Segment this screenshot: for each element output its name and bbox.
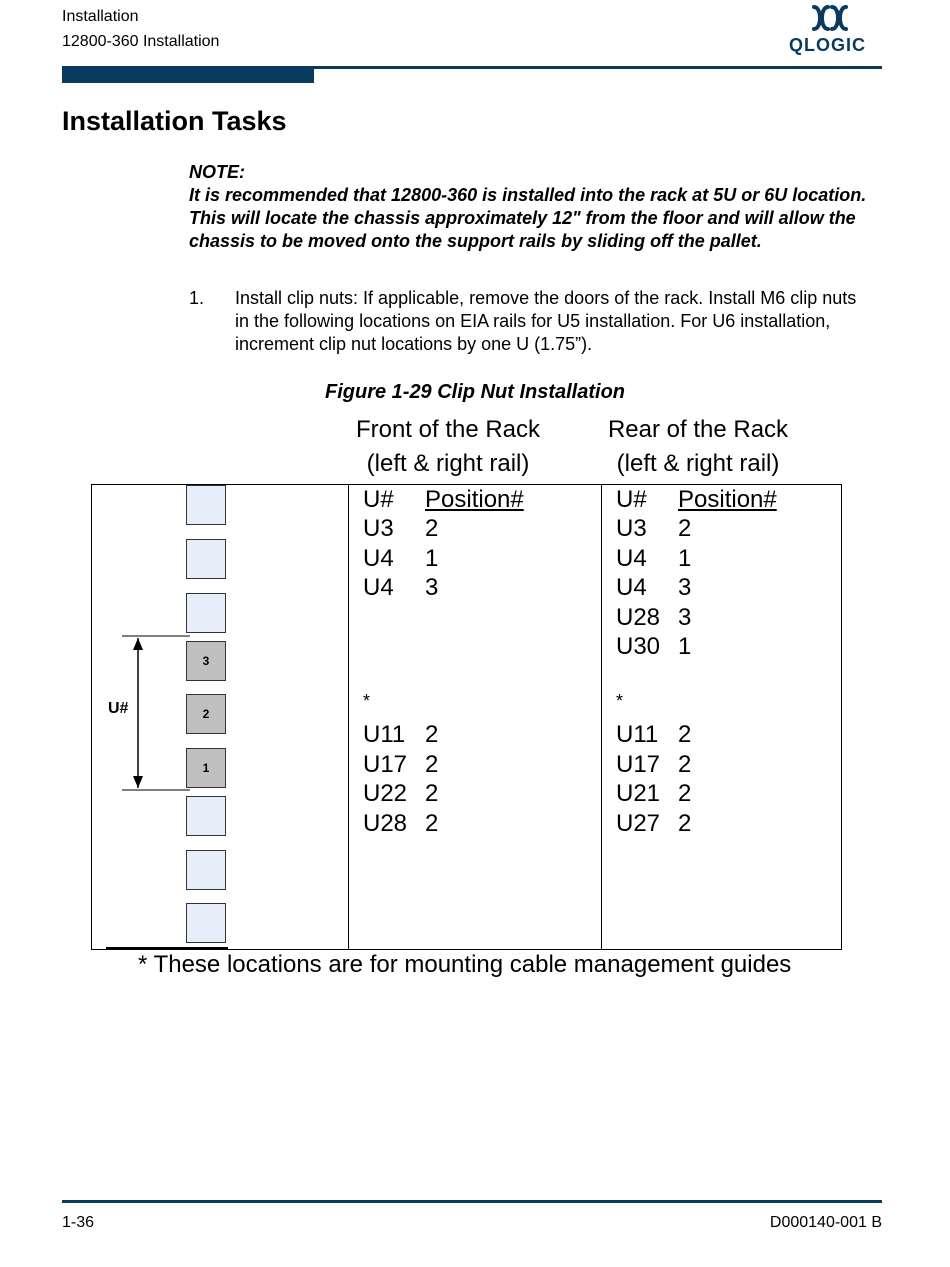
row-position: 3 [678,574,692,601]
row-u: U11 [363,721,406,748]
rear-rack-heading [568,413,828,481]
row-position: 1 [678,633,692,660]
table-row [363,544,438,574]
rail-base-line [106,947,228,949]
front-rack-subtitle: (left & right rail) [366,450,530,477]
table-row [363,514,438,544]
rear-rack-title: Rear of the Rack [607,416,789,443]
rail-hole [186,850,226,890]
page-title: Installation Tasks [62,106,287,136]
page-number: 1-36 [62,1214,95,1231]
table-row [616,809,691,839]
table-row [363,573,438,603]
table-row [616,779,691,809]
figure-box [91,484,842,950]
table-row [616,632,691,662]
row-u: U3 [363,515,394,542]
note-block [189,161,879,253]
row-position: 2 [425,515,439,542]
table-header [616,485,777,515]
figure-caption: Figure 1-29 Clip Nut Installation [324,381,626,403]
rail-position-3: 3 [186,641,226,681]
row-position: 2 [678,751,692,778]
header-u: U# [616,486,647,513]
row-position: 2 [425,751,439,778]
table-row [616,750,691,780]
row-position: 2 [678,810,692,837]
rail-hole [186,903,226,943]
rail-hole [186,796,226,836]
row-u: U4 [363,574,394,601]
row-u: U4 [363,545,394,572]
table-row [363,809,438,839]
rear-rack-subtitle: (left & right rail) [616,450,780,477]
row-position: 1 [425,545,439,572]
table-row [616,720,691,750]
row-u: U4 [616,545,647,572]
table-header [363,485,524,515]
row-u: U4 [616,574,647,601]
document-id: D000140-001 B [769,1214,882,1231]
header-accent-bar [62,69,314,83]
header-position: Position# [678,486,777,513]
row-u: U11 [616,721,659,748]
header-subsection: 12800-360 Installation [62,33,220,50]
header-section: Installation [62,8,139,25]
row-position: 2 [678,721,692,748]
table-row [616,544,691,574]
rail-position-2: 2 [186,694,226,734]
row-position: 2 [678,515,692,542]
cable-guide-marker: * [363,691,371,711]
logo-text: QLOGIC [789,35,866,55]
row-position: 2 [425,810,439,837]
qlogic-logo-icon [810,4,850,32]
rail-hole [186,485,226,525]
header-position: Position# [425,486,524,513]
note-text: It is recommended that 12800-360 is installed into the rack at 5U or 6U location. This will locate the chassis approximately 12" from the floor and will allow the chassis to be moved onto the support rails by sliding off the pallet. [189,185,867,251]
row-u: U22 [363,780,408,807]
rail-position-1: 1 [186,748,226,788]
step-number: 1. [189,288,205,308]
row-position: 3 [678,604,692,631]
column-divider [601,485,602,949]
step-text: Install clip nuts: If applicable, remove the doors of the rack. Install M6 clip nuts in the following locations on EIA rails for U5 installation. For U6 installation, increment clip nut locations by one U (1.75”). [235,288,857,354]
front-rack-title: Front of the Rack [355,416,541,443]
table-row [363,779,438,809]
row-position: 1 [678,545,692,572]
row-u: U3 [616,515,647,542]
table-row [616,514,691,544]
row-u: U17 [363,751,408,778]
u-span-label: U# [108,700,129,717]
rail-hole [186,539,226,579]
row-position: 2 [425,721,439,748]
note-label: NOTE: [189,162,245,182]
rail-hole [186,593,226,633]
row-position: 2 [425,780,439,807]
row-u: U27 [616,810,661,837]
row-position: 2 [678,780,692,807]
table-row [363,720,438,750]
column-divider [348,485,349,949]
table-row [363,750,438,780]
row-u: U28 [363,810,408,837]
figure-footnote: * These locations are for mounting cable management guides [138,951,792,978]
row-u: U28 [616,604,661,631]
front-rack-heading [318,413,578,481]
table-row [616,603,691,633]
cable-guide-marker: * [616,691,624,711]
row-u: U21 [616,780,661,807]
header-u: U# [363,486,394,513]
row-position: 3 [425,574,439,601]
table-row [616,573,691,603]
row-u: U17 [616,751,661,778]
row-u: U30 [616,633,661,660]
footer-rule [62,1200,882,1203]
